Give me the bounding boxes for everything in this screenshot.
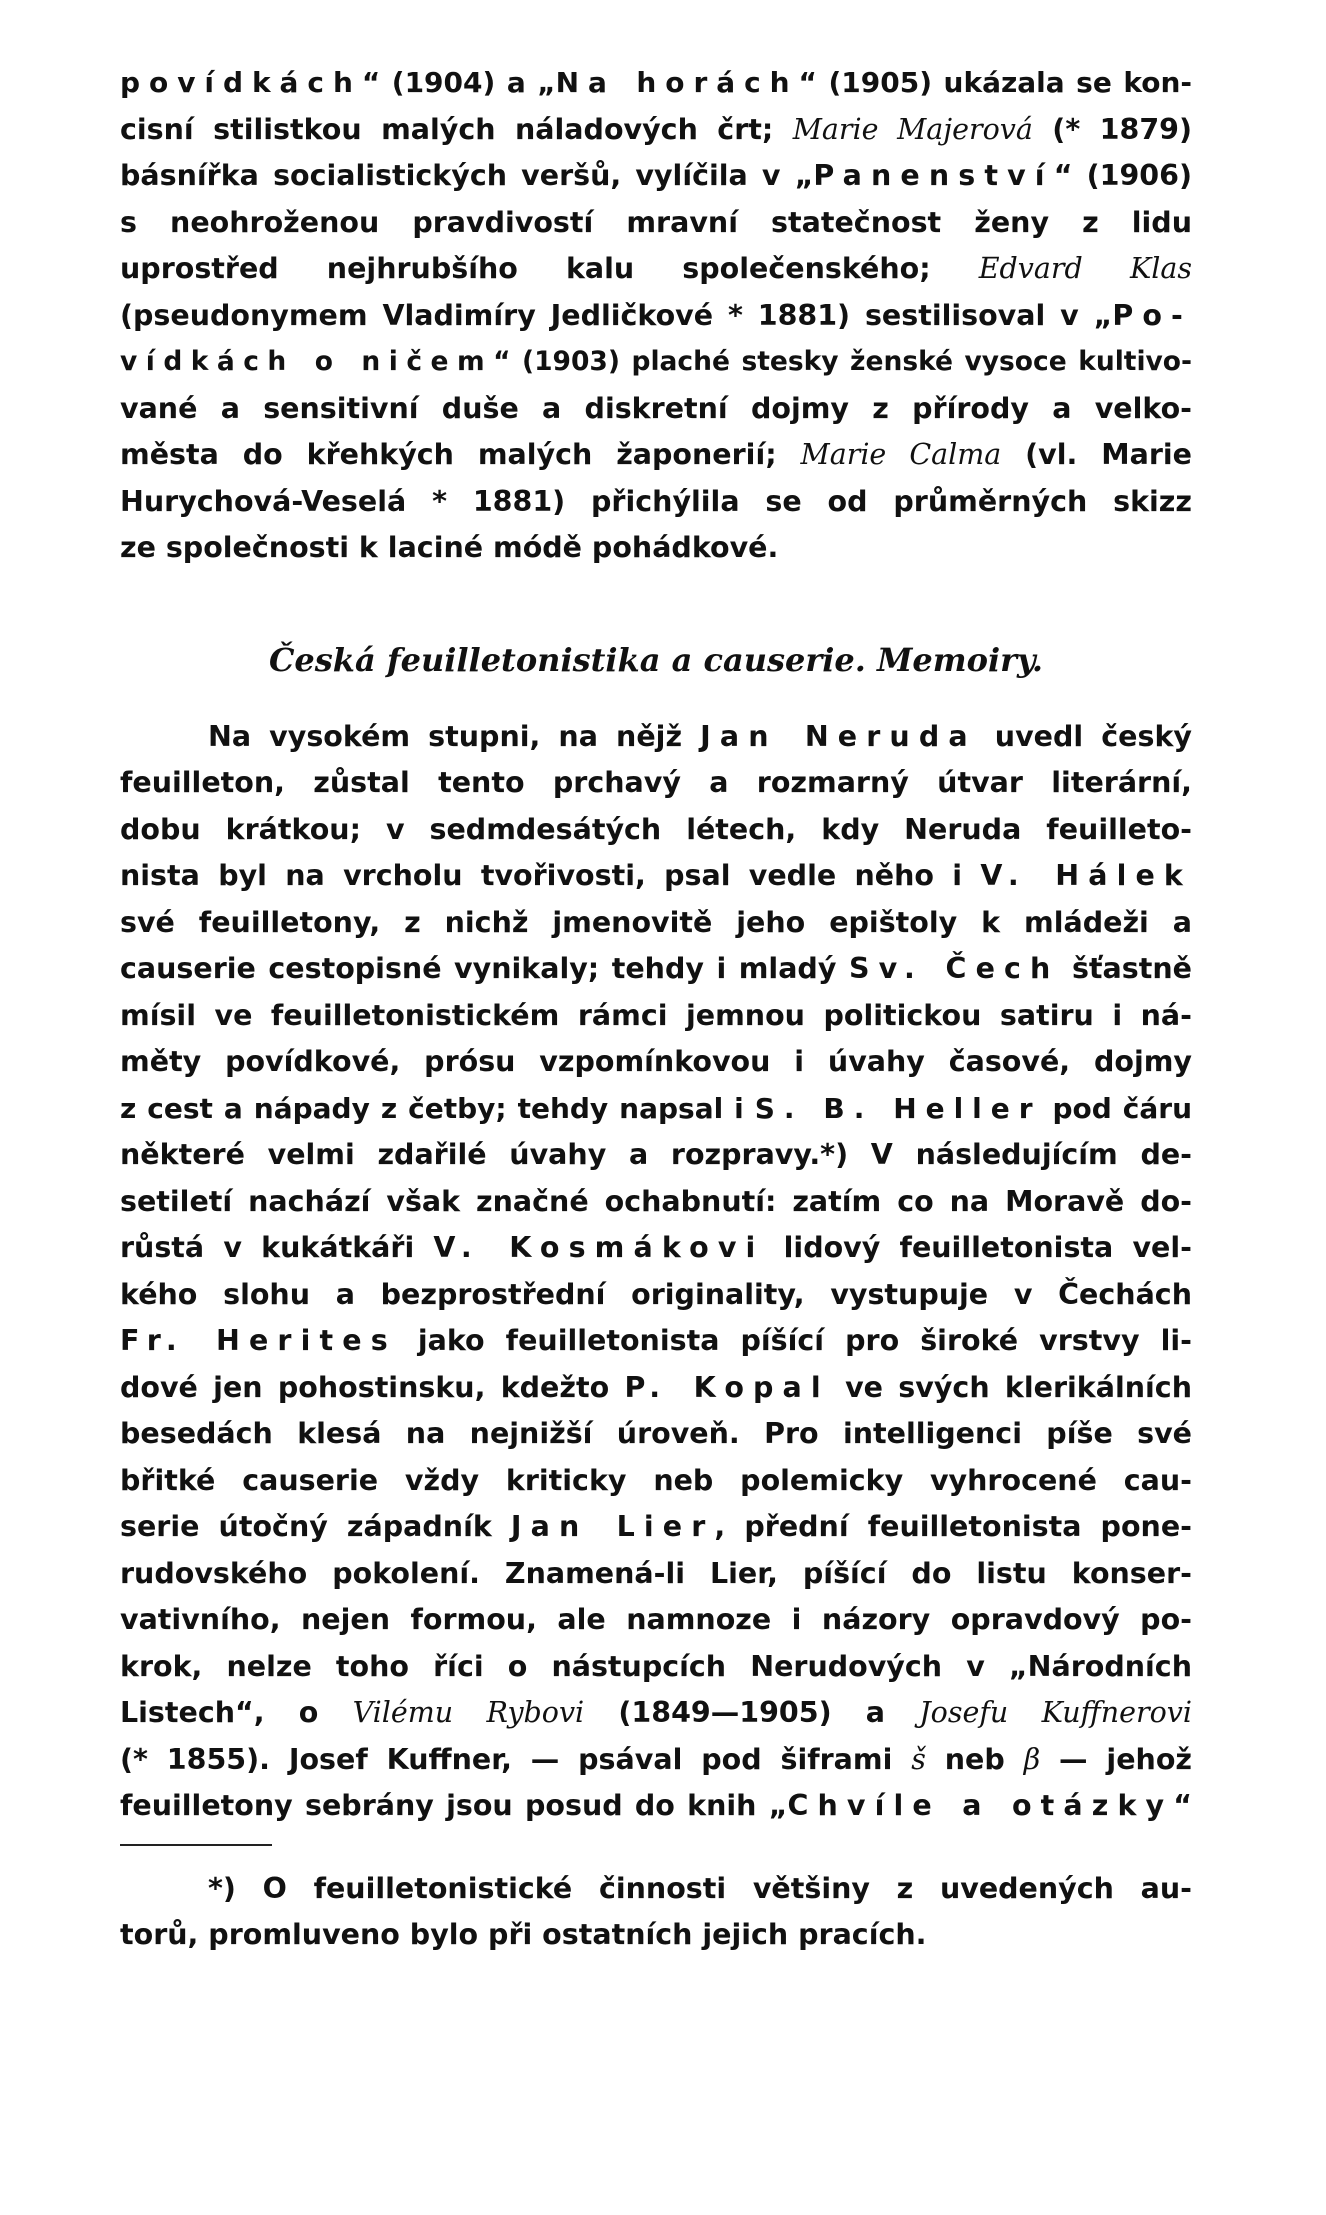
text-line: měty povídkové, prósu vzpomínkovou i úvahy časové, dojmy <box>120 1045 1192 1078</box>
text-line: besedách klesá na nejnižší úroveň. Pro intelligenci píše své <box>120 1417 1192 1450</box>
text-line: krok, nelze toho říci o nástupcích Nerudových v „Národních <box>120 1649 1192 1683</box>
text-line: města do křehkých malých žaponerií; Marie Calma (vl. Marie <box>120 438 1192 471</box>
footnote-line: *) O feuilletonistické činnosti většiny z uvedených au- <box>208 1871 1192 1905</box>
text-line: uprostřed nejhrubšího kalu společenského; Edvard Klas <box>120 252 1192 285</box>
text-line: causerie cestopisné vynikaly; tehdy i mladý Sv. Čech šťastně <box>120 952 1192 985</box>
text-line: své feuilletony, z nichž jmenovitě jeho epištoly k mládeži a <box>120 905 1192 939</box>
text-line: povídkách“ (1904) a „Na horách“ (1905) ukázala se kon- <box>120 66 1192 99</box>
footnote <box>120 1866 1192 1959</box>
text-line: vativního, nejen formou, ale namnoze i názory opravdový po- <box>120 1603 1192 1636</box>
text-line: feuilleton, zůstal tento prchavý a rozmarný útvar literární, <box>120 766 1192 799</box>
page <box>120 60 1192 1959</box>
section-heading: Česká feuilletonistika a causerie. Memoiry. <box>268 640 1044 679</box>
text-line: vídkách o ničem“ (1903) plaché stesky ženské vysoce kultivo- <box>120 346 1193 377</box>
text-line: z cest a nápady z četby; tehdy napsal i S. B. Heller pod čáru <box>120 1091 1192 1125</box>
text-line: serie útočný západník Jan Lier, přední feuilletonista pone- <box>120 1510 1192 1543</box>
paragraph-2 <box>120 714 1192 1830</box>
text-line: Na vysokém stupni, na nějž Jan Neruda uvedl český <box>208 719 1192 753</box>
text-line: (pseudonymem Vladimíry Jedličkové * 1881) sestilisoval v „Po- <box>120 298 1192 332</box>
text-line: kého slohu a bezprostřední originality, vystupuje v Čechách <box>120 1277 1192 1311</box>
text-line: rudovského pokolení. Znamená-li Lier, píšící do listu konser- <box>120 1556 1192 1590</box>
text-line: některé velmi zdařilé úvahy a rozpravy.*) V následujícím de- <box>120 1138 1192 1171</box>
text-line: setiletí nachází však značné ochabnutí: zatím co na Moravě do- <box>120 1184 1192 1218</box>
paragraph-1 <box>120 60 1192 572</box>
text-line: dové jen pohostinsku, kdežto P. Kopal ve svých klerikálních <box>120 1370 1192 1404</box>
text-line: Hurychová-Veselá * 1881) přichýlila se od průměrných skizz <box>120 484 1192 518</box>
text-line: s neohroženou pravdivostí mravní statečnost ženy z lidu <box>120 205 1192 239</box>
text-line: Fr. Herites jako feuilletonista píšící pro široké vrstvy li- <box>120 1324 1192 1357</box>
text-line: Listech“, o Vilému Rybovi (1849—1905) a Josefu Kuffnerovi <box>120 1696 1193 1729</box>
text-line: dobu krátkou; v sedmdesátých létech, kdy Neruda feuilleto- <box>120 812 1192 846</box>
text-line: básnířka socialistických veršů, vylíčila v „Panenství“ (1906) <box>120 159 1192 192</box>
text-line: (* 1855). Josef Kuffner, — psával pod šiframi š neb β — jehož <box>120 1742 1192 1776</box>
text-line: nista byl na vrcholu tvořivosti, psal vedle něho i V. Hálek <box>120 859 1192 892</box>
text-line: růstá v kukátkáři V. Kosmákovi lidový feuilletonista vel- <box>120 1231 1192 1264</box>
footnote-rule <box>120 1844 272 1846</box>
footnote-line: torů, promluveno bylo při ostatních jejich pracích. <box>120 1918 927 1951</box>
text-line: vané a sensitivní duše a diskretní dojmy z přírody a velko- <box>120 391 1192 425</box>
text-line: feuilletony sebrány jsou posud do knih „Chvíle a otázky“ <box>120 1789 1192 1822</box>
text-line: břitké causerie vždy kriticky neb polemicky vyhrocené cau- <box>120 1463 1192 1497</box>
text-line: mísil ve feuilletonistickém rámci jemnou politickou satiru i ná- <box>120 998 1192 1032</box>
text-line: cisní stilistkou malých náladových črt; Marie Majerová (* 1879) <box>120 112 1193 146</box>
text-line: ze společnosti k laciné módě pohádkové. <box>120 531 779 564</box>
